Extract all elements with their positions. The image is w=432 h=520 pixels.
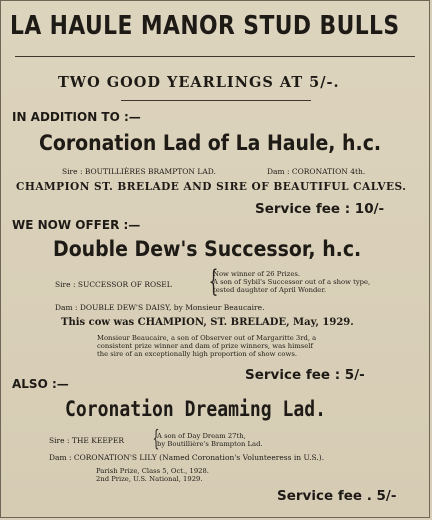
section1-sire: Sire : BOUTILLIÈRES BRAMPTON LAD. [62,167,216,176]
section3-sire: Sire : THE KEEPER [49,436,124,445]
bull-name-text: Coronation Lad of La Haule, h.c. [39,131,382,155]
bull-name-text: Coronation Dreaming Lad. [65,397,326,421]
page-title [10,11,432,41]
bull-name-text: Double Dew's Successor, h.c. [53,237,362,261]
title-text: LA HAULE MANOR STUD BULLS [10,11,400,41]
section3-service-fee: Service fee . 5/- [277,488,397,504]
section3-bull-name [65,397,368,421]
subtitle-text: TWO GOOD YEARLINGS AT 5/-. [58,74,340,91]
sire-note: A son of Day Dream 27th, [157,432,246,440]
subtitle [58,74,340,91]
section3-brace: { [152,427,160,452]
prize-line: Parish Prize, Class 5, Oct., 1928. [96,467,209,475]
sire-note: tested daughter of April Wonder. [213,286,326,294]
section2-service-fee: Service fee : 5/- [245,367,365,383]
section3-sire-notes [157,432,263,448]
section3-label: ALSO :— [12,377,69,391]
section3-dam: Dam : CORONATION'S LILY (Named Coronation's Volunteeress in U.S.). [49,453,325,462]
note-line: Monsieur Beaucaire, a son of Observer out of Margaritte 3rd, a [97,334,317,342]
section1-dam: Dam : CORONATION 4th. [267,167,366,176]
subtitle-rule [121,100,311,101]
section2-champion: This cow was CHAMPION, ST. BRELADE, May, 1929. [61,317,354,328]
sire-note: Now winner of 26 Prizes. [213,270,301,278]
section2-sire-notes [213,270,370,294]
section1-service-fee: Service fee : 10/- [255,201,385,217]
section2-bull-name [53,237,395,261]
section2-brace: { [208,264,219,299]
section1-champion [16,180,423,193]
note-line: consistent prize winner and dam of prize winners, was himself [97,342,313,350]
sire-note: by Boutillière's Brampton Lad. [157,440,263,448]
section2-label: WE NOW OFFER :— [12,218,141,232]
note-line: the sire of an exceptionally high proportion of show cows. [97,350,297,358]
section2-note [97,334,316,358]
header-rule [15,56,415,57]
sire-note: A son of Sybil's Successor out of a show type, [213,278,371,286]
champion-text: CHAMPION ST. BRELADE AND SIRE OF BEAUTIFUL CALVES. [16,180,407,193]
prize-line: 2nd Prize, U.S. National, 1929. [96,475,203,483]
section3-prizes [96,467,209,483]
section2-dam: Dam : DOUBLE DEW'S DAISY, by Monsieur Beaucaire. [55,303,265,312]
section2-sire: Sire : SUCCESSOR OF ROSEL [55,280,172,289]
section1-bull-name [39,131,419,155]
section1-label: IN ADDITION TO :— [12,110,141,124]
